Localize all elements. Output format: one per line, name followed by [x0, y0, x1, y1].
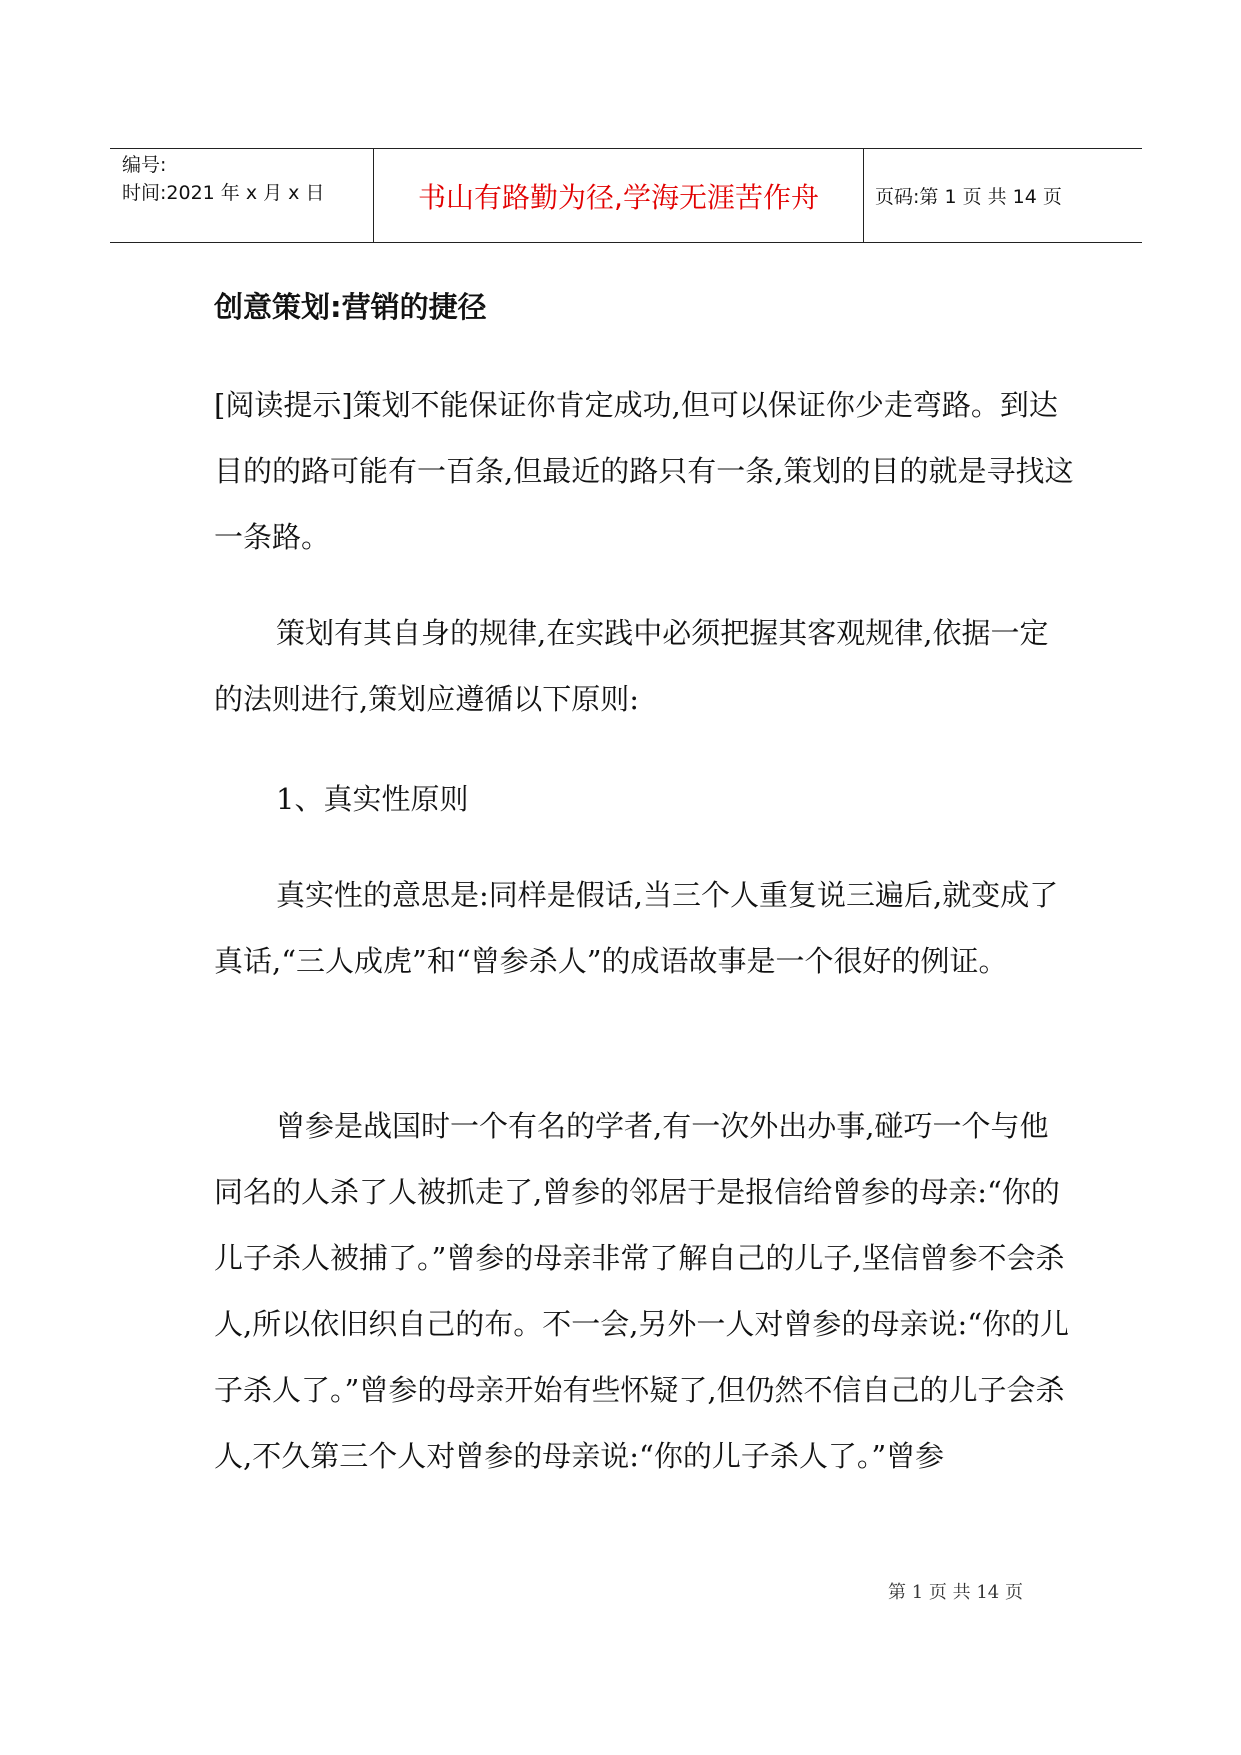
header-motto: 书山有路勤为径,学海无涯苦作舟 [418, 180, 819, 214]
document-number-label: 编号: [122, 154, 167, 176]
section-heading-authenticity [214, 766, 1074, 832]
paragraph-zeng-shen-story [214, 1093, 1074, 1489]
document-header [110, 148, 1142, 243]
paragraph-authenticity [214, 862, 1074, 994]
paragraph-text: 曾参是战国时一个有名的学者,有一次外出办事,碰巧一个与他同名的人杀了人被抓走了,曾参的邻居于是报信给曾参的母亲:“你的儿子杀人被捕了。”曾参的母亲非常了解自己的儿子,坚信曾参不会杀人,所以依旧织自己的布。不一会,另外一人对曾参的母亲说:“你的儿子杀人了。”曾参的母亲开始有些怀疑了,但仍然不信自己的儿子会杀人,不久第三个人对曾参的母亲说:“你的儿子杀人了。”曾参 [214, 1109, 1070, 1473]
paragraph-text: 真实性的意思是:同样是假话,当三个人重复说三遍后,就变成了真话,“三人成虎”和“曾参杀人”的成语故事是一个很好的例证。 [214, 878, 1059, 978]
paragraph-text: [阅读提示]策划不能保证你肯定成功,但可以保证你少走弯路。到达目的的路可能有一百条,但最近的路只有一条,策划的目的就是寻找这一条路。 [214, 388, 1074, 554]
document-title: 创意策划:营销的捷径 [214, 290, 487, 324]
paragraph-text: 策划有其自身的规律,在实践中必须把握其客观规律,依据一定的法则进行,策划应遵循以下原则: [214, 616, 1049, 716]
paragraph-principles-intro [214, 600, 1074, 732]
header-page-number: 页码:第 1 页 共 14 页 [875, 186, 1062, 208]
section-heading-text: 1、真实性原则 [276, 782, 469, 816]
document-time-label: 时间:2021 年 x 月 x 日 [122, 182, 325, 204]
header-divider [863, 149, 864, 242]
paragraph-reading-tip [214, 372, 1074, 570]
header-meta [122, 151, 372, 207]
footer-page-number: 第 1 页 共 14 页 [888, 1582, 1023, 1603]
